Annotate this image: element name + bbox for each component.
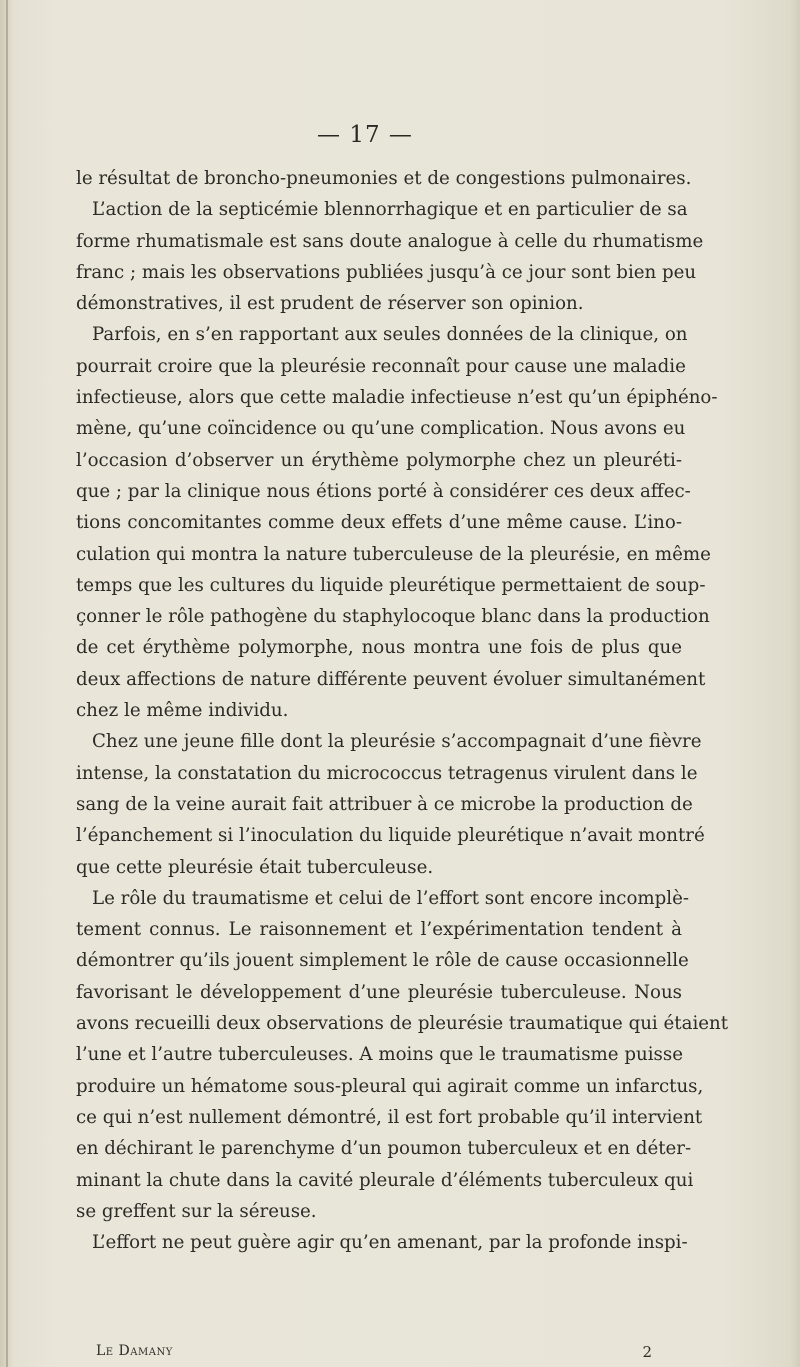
text-line: que ; par la clinique nous étions porté à considérer ces deux affec- — [76, 480, 691, 502]
text-line: culation qui montra la nature tuberculeuse de la pleurésie, en même — [76, 543, 711, 565]
body-text — [76, 163, 729, 1258]
printer-signature: Le Damany — [96, 1343, 173, 1359]
text-line: infectieuse, alors que cette maladie infectieuse n’est qu’un épiphéno- — [76, 387, 718, 409]
text-line: Parfois, en s’en rapportant aux seules données de la clinique, on — [92, 324, 688, 346]
text-line: avons recueilli deux observations de pleurésie traumatique qui étaient — [76, 1013, 729, 1035]
text-line: minant la chute dans la cavité pleurale d’éléments tuberculeux qui — [76, 1169, 694, 1191]
text-line: L’effort ne peut guère agir qu’en amenant, par la profonde inspi- — [92, 1232, 688, 1254]
text-line: pourrait croire que la pleurésie reconnaît pour cause une maladie — [76, 355, 686, 377]
text-line: favorisant le développement d’une pleurésie tuberculeuse. Nous — [76, 981, 682, 1003]
text-line: se greffent sur la séreuse. — [76, 1200, 317, 1222]
text-line: temps que les cultures du liquide pleurétique permettaient de soup- — [76, 574, 706, 596]
text-line: le résultat de broncho-pneumonies et de congestions pulmonaires. — [76, 168, 692, 189]
text-line: produire un hématome sous-pleural qui agirait comme un infarctus, — [76, 1075, 704, 1097]
text-line: que cette pleurésie était tuberculeuse. — [76, 856, 434, 878]
text-line: deux affections de nature différente peuvent évoluer simultanément — [76, 668, 706, 690]
text-line: démontrer qu’ils jouent simplement le rôle de cause occasionnelle — [76, 950, 689, 972]
text-line: de cet érythème polymorphe, nous montra une fois de plus que — [76, 637, 682, 659]
text-line: franc ; mais les observations publiées jusqu’à ce jour sont bien peu — [76, 261, 697, 283]
text-line: démonstratives, il est prudent de réserver son opinion. — [76, 293, 584, 315]
page-edge-shadow — [6, 0, 8, 1367]
text-line: tions concomitantes comme deux effets d’une même cause. L’ino- — [76, 512, 682, 534]
page-number: — 17 — — [317, 122, 413, 148]
text-line: l’une et l’autre tuberculeuses. A moins que le traumatisme puisse — [76, 1044, 683, 1066]
text-line: forme rhumatismale est sans doute analogue à celle du rhumatisme — [76, 230, 704, 252]
text-line: en déchirant le parenchyme d’un poumon tuberculeux et en déter- — [76, 1138, 692, 1160]
text-line: ce qui n’est nullement démontré, il est fort probable qu’il intervient — [76, 1106, 703, 1128]
text-line: intense, la constatation du micrococcus tetragenus virulent dans le — [76, 762, 698, 784]
text-line: chez le même individu. — [76, 700, 289, 722]
text-line: çonner le rôle pathogène du staphylocoque blanc dans la production — [76, 606, 710, 628]
text-line: l’épanchement si l’inoculation du liquide pleurétique n’avait montré — [76, 825, 705, 847]
text-line: mène, qu’une coïncidence ou qu’une complication. Nous avons eu — [76, 418, 686, 440]
page-footer — [96, 1343, 652, 1361]
text-line: Le rôle du traumatisme et celui de l’effort sont encore incomplè- — [92, 887, 690, 909]
text-line: l’occasion d’observer un érythème polymorphe chez un pleuréti- — [76, 449, 682, 471]
text-line: Chez une jeune fille dont la pleurésie s’accompagnait d’une fièvre — [92, 731, 702, 753]
text-line: sang de la veine aurait fait attribuer à ce microbe la production de — [76, 793, 693, 815]
text-line: L’action de la septicémie blennorrhagique et en particulier de sa — [92, 199, 688, 221]
text-line: tement connus. Le raisonnement et l’expérimentation tendent à — [76, 919, 682, 941]
sheet-number: 2 — [642, 1343, 652, 1361]
